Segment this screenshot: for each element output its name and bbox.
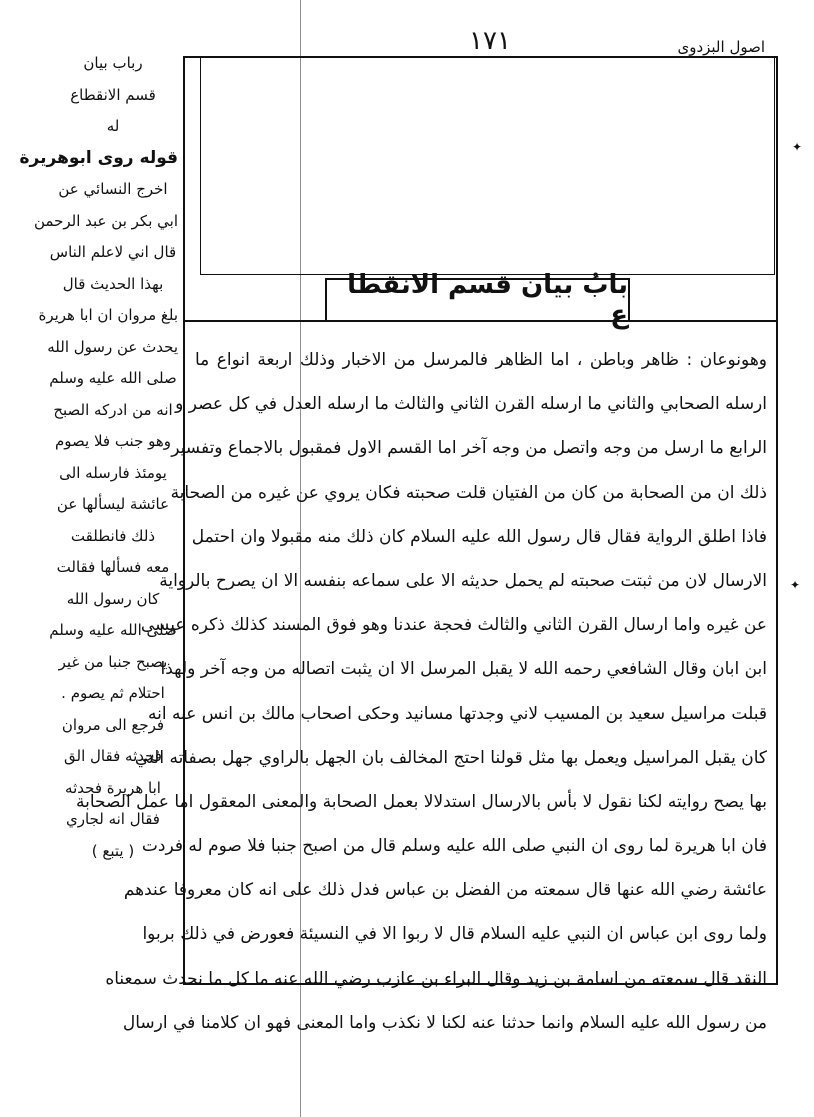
heading-rule-right: [630, 320, 776, 322]
text-line: قبلت مراسيل سعيد بن المسيب لاني وجدتها مسانيد وحكى اصحاب مالك بن انس عنه انه: [148, 703, 767, 724]
margin-note-line: صلى الله عليه وسلم: [49, 369, 177, 387]
text-line: وهونوعان : ظاهر وباطن ، اما الظاهر فالمرسل من الاخبار وذلك اربعة انواع ما: [195, 350, 767, 370]
margin-notes: [19, 48, 178, 867]
text-line: ذلك ان من الصحابة من كان من الفتيان قلت صحبته فكان يروي عن غيره من الصحابة: [170, 482, 767, 503]
margin-note-line: قسم الانقطاع: [70, 85, 156, 104]
margin-note-line: كان رسول الله: [66, 589, 160, 608]
margin-mark-icon: ✦: [792, 140, 803, 154]
blank-top-box: [200, 57, 775, 275]
text-line: بها يصح روايته لكنا نقول لا بأس بالارسال استدلالا بعمل الصحابة والمعنى المعقول اما عمل الصحابة: [76, 791, 767, 812]
margin-note-line: عائشة ليسألها عن: [56, 495, 170, 513]
margin-note-line: ابي بكر بن عبد الرحمن: [34, 211, 178, 230]
margin-note-line: ابا هريرة فحدثه: [65, 778, 161, 797]
margin-note-line: وهو جنب فلا يصوم: [54, 432, 172, 450]
text-line: ولما روى ابن عباس ان النبي عليه السلام قال لا ربوا الا في النسيئة فعورض في ذلك بربوا: [142, 924, 767, 945]
chapter-heading-row: [185, 270, 776, 330]
text-line: الارسال لان من ثبتت صحبته لم يحمل حديثه الا على سماعه بنفسه الا ان يصرح بالرواية: [159, 570, 767, 591]
margin-mark-icon: ✦: [790, 578, 801, 592]
margin-note-line: انه من ادركه الصبح: [53, 400, 173, 419]
text-line: عن غيره واما ارسال القرن الثاني والثالث فحجة عندنا وهو فوق المسند كذلك ذكره عيسى: [140, 615, 767, 636]
margin-note-line: يومئذ فارسله الى: [59, 463, 167, 482]
text-line: الرابع ما ارسل من وجه واتصل من وجه آخر اما القسم الاول فمقبول بالاجماع وتفسير: [171, 438, 767, 459]
margin-note-line: فحدثه فقال الق: [64, 747, 162, 765]
page-number: ١٧١: [469, 26, 511, 56]
text-line: كان يقبل المراسيل ويعمل بها مثل قولنا احتج المخالف بان الجهل بالراوي جهل بصفاته التي: [134, 747, 767, 768]
margin-note-line: ذلك فانطلقت: [70, 526, 156, 545]
margin-note-line: له: [106, 117, 120, 135]
text-line: النقد قال سمعته من اسامة بن زيد وقال البراء بن عازب رضي الله عنه ما كل ما نحدث سمعناه: [105, 968, 767, 989]
margin-note-line: رباب بيان: [83, 54, 143, 72]
margin-note-line: صلى الله عليه وسلم: [49, 621, 177, 639]
text-line: عائشة رضي الله عنها قال سمعته من الفضل بن عباس فدل ذلك على انه كان معروفا عندهم: [123, 880, 767, 901]
text-line: من رسول الله عليه السلام وانما حدثنا عنه لكنا لا نكذب واما المعنى فهو ان كلامنا في ارسال: [122, 1012, 767, 1033]
margin-note-line: ( يتبع ): [91, 841, 135, 860]
margin-note-line: اخرج النسائي عن: [58, 180, 168, 198]
margin-note-line: يحدث عن رسول الله: [47, 337, 178, 356]
book-title: اصول البزدوی: [677, 38, 765, 56]
text-line: فاذا اطلق الرواية فقال قال رسول الله عليه السلام كان ذلك منه مقبولا وان احتمل: [191, 526, 767, 547]
heading-rule-left: [185, 320, 325, 322]
chapter-heading: بابُ بيان قسم الانقطا ع: [325, 278, 630, 322]
margin-note-line: بهذا الحديث قال: [62, 274, 164, 293]
margin-note-line: قوله روى ابوهريرة: [19, 147, 178, 168]
margin-note-line: بلغ مروان ان ابا هريرة: [38, 306, 178, 324]
text-line: ابن ابان وقال الشافعي رحمه الله لا يقبل المرسل الا ان يثبت اتصاله من وجه آخر ولهذا: [160, 659, 767, 680]
margin-note-line: فرجع الى مروان: [61, 715, 165, 734]
margin-note-line: فقال انه لجاري: [66, 810, 160, 828]
text-line: ارسله الصحابي والثاني ما ارسله القرن الثاني والثالث ما ارسله العدل في كل عصر و: [175, 394, 767, 415]
text-line: فان ابا هريرة لما روى ان النبي صلى الله عليه وسلم قال من اصبح جنبا فلا صوم له فردت: [141, 836, 767, 857]
margin-note-line: يصبح جنبا من غير: [58, 652, 168, 671]
margin-note-line: معه فسألها فقالت: [56, 558, 170, 576]
margin-note-line: قال اني لاعلم الناس: [49, 243, 177, 261]
margin-note-line: احتلام ثم يصوم .: [61, 684, 165, 702]
